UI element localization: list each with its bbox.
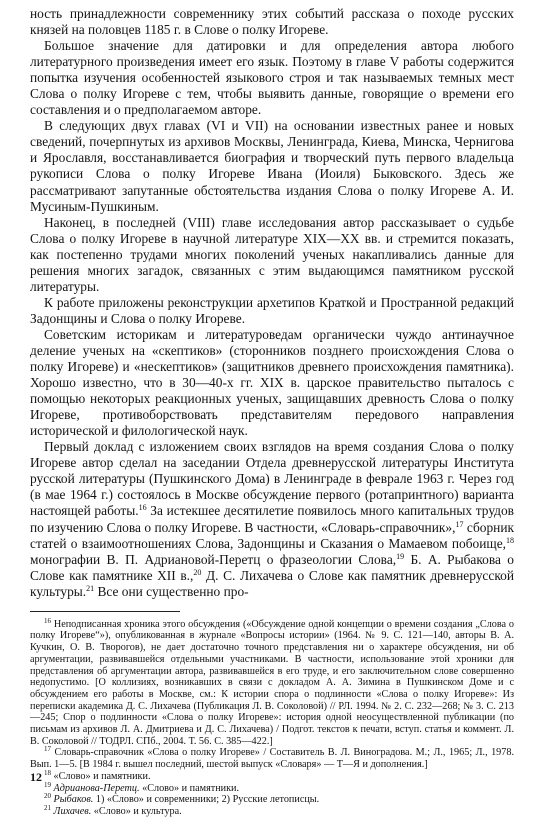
paragraph	[30, 295, 514, 327]
paragraph	[30, 215, 514, 295]
footnote	[30, 768, 514, 783]
paragraph-text: Б. А. Рыбакова о Слове как памятнике XII в.,	[30, 551, 514, 583]
footnote	[30, 780, 514, 795]
paragraph-text: К работе приложены реконструкции архетипов Краткой и Пространной редакций Задонщины и Слова о полку Игореве.	[30, 294, 514, 326]
paragraph-text: монографии В. П. Адриановой-Перетц о фразеологии Слова,	[30, 551, 397, 567]
footnote-number: 20	[44, 792, 51, 801]
footnote-author: Адрианова-Перетц.	[53, 782, 140, 794]
footnote-ref[interactable]: 21	[86, 583, 95, 593]
footnote	[30, 803, 514, 818]
footnote-ref[interactable]: 18	[506, 535, 514, 545]
paragraph-text: сборник статей о взаимоотношениях Слова, Задонщины и Сказания о Мамаевом побоище,	[30, 519, 514, 551]
footnote-author: Рыбаков.	[53, 794, 94, 806]
footnote-text: Неподписанная хроника этого обсуждения («Обсуждение одной концепции о времени создания „Слова о полку Игореве“»), опубликованная в журнале «Вопросы истории» (1964. № 9. С. 121—140, авторы В. А. Кучкин, О. В. Творогов), не дает достаточно точного представления ни о характере обсуждения, ни об аргументации, развивавшейся отдельными участниками. В частности, использование этой хроники для представления об аргументации автора, развивавшейся в его труде, и его заключительном слове совершенно недопустимо. [О коллизиях, возникавших в связи с докладом А. А. Зимина в Пушкинском Доме и с обсуждением его работы в Москве, см.: К истории спора о подлинности «Слова о полку Игореве»: Из переписки академика Д. С. Лихачева (Публикация Л. В. Соколовой) // РЛ. 1994. № 2. С. 232—268; № 3. С. 213—245; Спор о подлинности «Слова о полку Игореве»: история одной неосуществленной публикации (по письмам из архивов Л. А. Дмитриева и Д. С. Лихачева) / Подгот. текстов к печати, вступ. статья и коммент. Л. В. Соколовой // ТОДРЛ. СПб., 2004. Т. 56. С. 385—422.]	[30, 618, 515, 747]
paragraph-text: ность принадлежности современнику этих событий рассказа о походе русских князей на половцев 1185 г. в Слове о полку Игореве.	[30, 6, 514, 38]
footnote-number: 19	[44, 780, 51, 789]
page-number: 12	[30, 770, 42, 784]
footnote-ref[interactable]: 16	[138, 503, 147, 513]
paragraph-text: Первый доклад с изложением своих взглядов на время создания Слова о полку Игореве автор сделал на заседании Отдела древнерусской литературы Института русской литературы (Пушкинского Дома) в Ленинграде в феврале 1963 г. Через год (в мае 1964 г.) состоялось в Москве обсуждение первого (ротапринтного) варианта настоящей работы.	[30, 439, 514, 519]
paragraph	[30, 439, 514, 599]
footnotes	[30, 616, 515, 818]
paragraph-text: Советским историкам и литературоведам органически чуждо антинаучное деление ученых на «скептиков» (сторонников позднего происхождения Слова о полку Игореве) и «нескептиков» (защитников древнего происхождения памятника). Хорошо известно, что в 30—40-х гг. XIX в. царское правительство пыталось с помощью некоторых реакционных ученых, защищавших древность Слова о полку Игореве, противоборствовать представителям передового направления исторической и филологической наук.	[30, 326, 514, 439]
paragraph	[30, 118, 514, 214]
footnote-ref[interactable]: 17	[455, 519, 464, 529]
paragraph-text: Наконец, в последней (VIII) главе исследования автор рассказывает о судьбе Слова о полку Игореве в научной литературе XIX—XX вв. и стремится показать, как постепенно трудами многих поколений ученых накапливались данные для решения многих загадок, связанных с этим выдающимся памятником русской литературы.	[30, 214, 514, 294]
footnote-text: «Слово» и памятники.	[139, 782, 240, 794]
footnote-text: «Слово» и памятники.	[53, 770, 151, 782]
footnote-text: «Слово» и культура.	[91, 805, 182, 817]
footnote-number: 16	[44, 616, 51, 625]
footnote-number: 21	[44, 803, 51, 812]
paragraph	[30, 6, 514, 38]
main-text	[30, 6, 514, 600]
paragraph-text: Все они существенно про-	[94, 583, 249, 599]
paragraph-text: В следующих двух главах (VI и VII) на основании известных ранее и новых сведений, почерпнутых из архивов Москвы, Ленинграда, Киева, Минска, Чернигова и Ярославля, восстанавливается биография и творческий путь первого владельца рукописи Слова о полку Игореве Ивана (Иоиля) Быковского. Здесь же рассматривают запутанные обстоятельства издания Слова о полку Игореве А. И. Мусиным-Пушкиным.	[30, 118, 514, 214]
footnote-ref[interactable]: 19	[396, 551, 405, 561]
footnote-text: Словарь-справочник «Слова о полку Игореве» / Составитель В. Л. Виноградова. М.; Л., 1965; Л., 1978. Вып. 1—5. [В 1984 г. вышел последний, шестой выпуск «Словаря» — Т—Я и дополнения.]	[30, 747, 514, 771]
paragraph	[30, 38, 514, 118]
footnote-divider	[30, 611, 180, 612]
footnote-number: 18	[44, 768, 51, 777]
paragraph-text: За истекшее десятилетие появилось много капитальных трудов по изучению Слова о полку Игореве. В частности, «Словарь-справочник»,	[30, 503, 514, 535]
paragraph-text: Большое значение для датировки и для определения автора любого литературного произведения имеет его язык. Поэтому в главе V работы содержится попытка изучения особенностей языкового строя и так называемых темных мест Слова о полку Игореве с тем, чтобы выявить данные, говорящие о времени его составления и о предполагаемом авторе.	[30, 38, 514, 118]
footnote	[30, 616, 515, 748]
footnote-ref[interactable]: 20	[193, 567, 202, 577]
footnote-number: 17	[44, 745, 51, 754]
page-body	[30, 6, 514, 818]
footnote	[30, 794, 514, 806]
footnote	[30, 747, 514, 770]
paragraph-text: Д. С. Лихачева о Слове как памятник древнерусской культуры.	[30, 567, 515, 599]
paragraph	[30, 327, 514, 439]
footnote-author: Лихачев.	[53, 805, 92, 817]
footnote-text: 1) «Слово» и современники; 2) Русские летописцы.	[93, 794, 320, 806]
